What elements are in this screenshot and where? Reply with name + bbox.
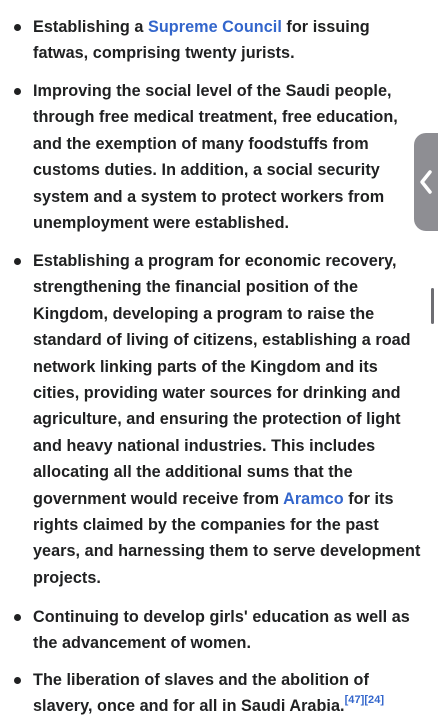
text-line: network linking parts of the Kingdom and its bbox=[33, 357, 378, 376]
text-line: years, and harnessing them to serve development bbox=[33, 542, 421, 561]
text-line: projects. bbox=[33, 568, 101, 587]
text-line: The liberation of slaves and the abolition of bbox=[33, 671, 369, 689]
text-line: fatwas, comprising twenty jurists. bbox=[33, 44, 295, 63]
text-span: slavery, once and for all in Saudi Arabia. bbox=[33, 697, 345, 716]
text-line: rights claimed by the companies for the past bbox=[33, 516, 379, 535]
text-line: Continuing to develop girls' education as well as bbox=[33, 608, 410, 626]
list-item bbox=[33, 604, 421, 657]
scrollbar-thumb[interactable] bbox=[431, 288, 434, 324]
text-line: system and a system to protect workers from bbox=[33, 187, 385, 206]
text-line bbox=[33, 486, 421, 512]
text-span: Establishing a bbox=[33, 18, 148, 36]
chevron-left-icon bbox=[419, 169, 433, 195]
text-line: and heavy national industries. This includes bbox=[33, 436, 376, 455]
reference-47-link[interactable]: [47] bbox=[344, 694, 365, 707]
list-item bbox=[33, 667, 421, 720]
text-span: government would receive from bbox=[33, 489, 284, 508]
list-item bbox=[33, 14, 421, 67]
text-line bbox=[33, 693, 421, 719]
text-line: cities, providing water sources for drinking and bbox=[33, 384, 401, 403]
side-panel-tab[interactable] bbox=[414, 133, 438, 231]
text-span: for issuing bbox=[281, 18, 370, 36]
text-span: for its bbox=[343, 489, 394, 508]
list-item bbox=[33, 248, 421, 591]
supreme-council-link[interactable]: Supreme Council bbox=[148, 18, 282, 36]
text-line: the advancement of women. bbox=[33, 634, 252, 653]
list-item bbox=[33, 78, 421, 236]
text-line: customs duties. In addition, a social security bbox=[33, 161, 380, 180]
aramco-link[interactable]: Aramco bbox=[283, 489, 344, 508]
text-line: and the exemption of many foodstuffs from bbox=[33, 134, 369, 153]
text-line: standard of living of citizens, establishing a road bbox=[33, 331, 411, 350]
text-line: Kingdom, developing a program to raise the bbox=[33, 304, 375, 323]
text-line: strengthening the financial position of the bbox=[33, 278, 358, 297]
text-line: Establishing a program for economic recovery, bbox=[33, 252, 397, 270]
text-line: through free medical treatment, free education, bbox=[33, 108, 398, 127]
text-line: allocating all the additional sums that the bbox=[33, 463, 353, 482]
reference-24-link[interactable]: [24] bbox=[364, 694, 385, 707]
text-line: agriculture, and ensuring the protection of light bbox=[33, 410, 401, 429]
text-line bbox=[33, 14, 421, 40]
text-line: Improving the social level of the Saudi people, bbox=[33, 82, 392, 100]
text-line: unemployment were established. bbox=[33, 214, 290, 233]
